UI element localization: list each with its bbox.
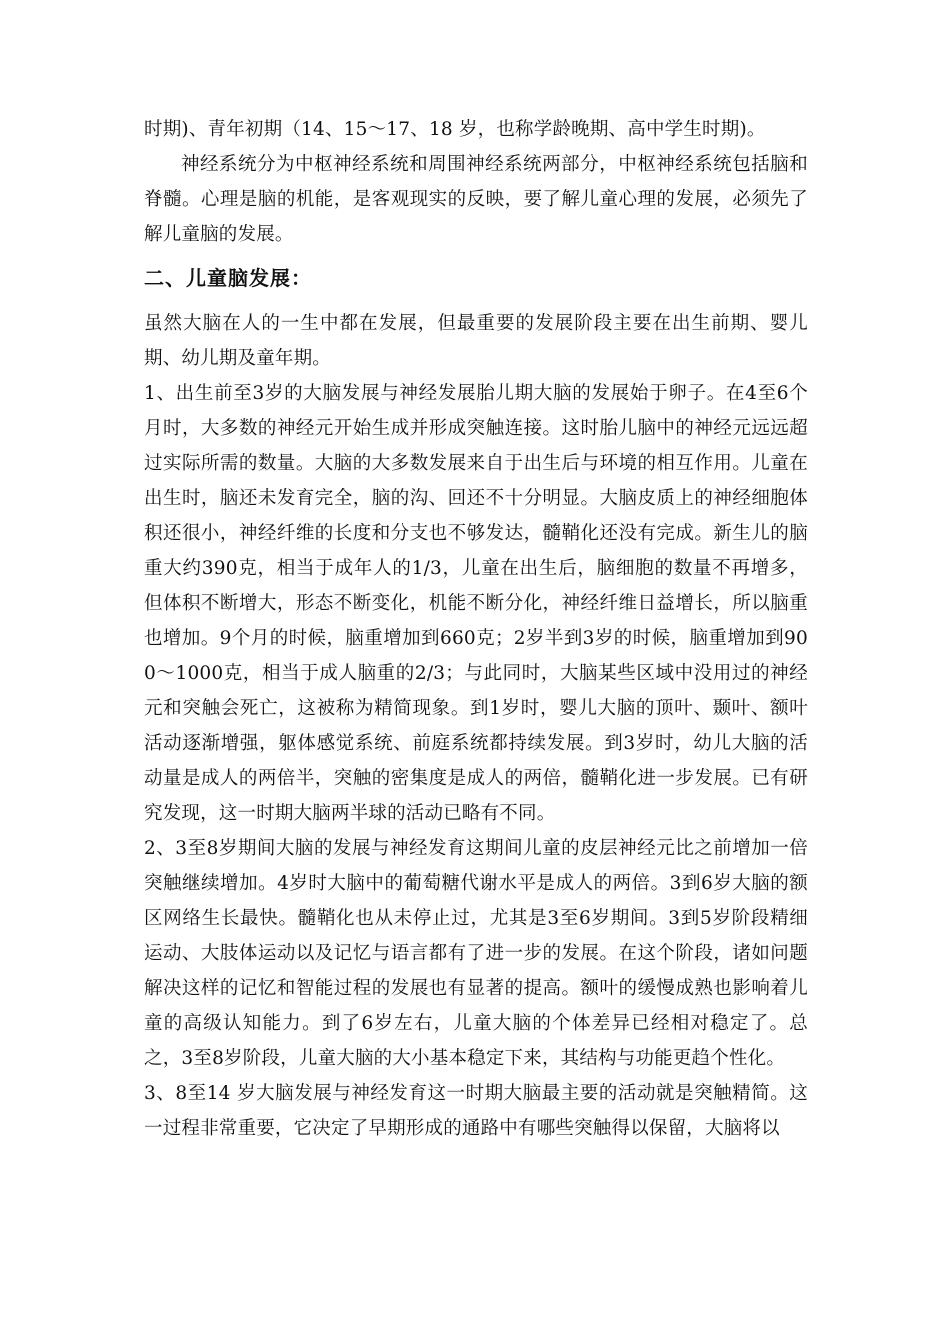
- paragraph-overview: 虽然大脑在人的一生中都在发展，但最重要的发展阶段主要在出生前期、婴儿期、幼儿期及童年期。: [144, 313, 808, 369]
- paragraph-stage-3: 3、8至14 岁大脑发展与神经发育这一时期大脑最主要的活动就是突触精简。这一过程非常重要，它决定了早期形成的通路中有哪些突触得以保留，大脑将以: [144, 1083, 808, 1139]
- paragraph-stage-1: 1、出生前至3岁的大脑发展与神经发展胎儿期大脑的发展始于卵子。在4至6个月时，大多数的神经元开始生成并形成突触连接。这时胎儿脑中的神经元远远超过实际所需的数量。大脑的大多数发展来自于出生后与环境的相互作用。儿童在出生时，脑还未发育完全，脑的沟、回还不十分明显。大脑皮质上的神经细胞体积还很小，神经纤维的长度和分支也不够发达，髓鞘化还没有完成。新生儿的脑重大约390克，相当于成年人的1/3，儿童在出生后，脑细胞的数量不再增多，但体积不断增大，形态不断变化，机能不断分化，神经纤维日益增长，所以脑重也增加。9个月的时候，脑重增加到660克；2岁半到3岁的时候，脑重增加到900～1000克，相当于成人脑重的2/3；与此同时，大脑某些区域中没用过的神经元和突触会死亡，这被称为精简现象。到1岁时，婴儿大脑的顶叶、颞叶、额叶活动逐渐增强，躯体感觉系统、前庭系统都持续发展。到3岁时，幼儿大脑的活动量是成人的两倍半，突触的密集度是成人的两倍，髓鞘化进一步发展。已有研究发现，这一时期大脑两半球的活动已略有不同。: [144, 383, 808, 824]
- paragraph-nervous-system: 神经系统分为中枢神经系统和周围神经系统两部分，中枢神经系统包括脑和脊髓。心理是脑的机能，是客观现实的反映，要了解儿童心理的发展，必须先了解儿童脑的发展。: [144, 154, 808, 245]
- paragraph-stage-2: 2、3至8岁期间大脑的发展与神经发育这期间儿童的皮层神经元比之前增加一倍突触继续增加。4岁时大脑中的葡萄糖代谢水平是成人的两倍。3到6岁大脑的额区网络生长最快。髓鞘化也从未停止过，尤其是3至6岁期间。3到5岁阶段精细运动、大肢体运动以及记忆与语言都有了进一步的发展。在这个阶段，诸如问题解决这样的记忆和智能过程的发展也有显著的提高。额叶的缓慢成熟也影响着儿童的高级认知能力。到了6岁左右，儿童大脑的个体差异已经相对稳定了。总之，3至8岁阶段，儿童大脑的大小基本稳定下来，其结构与功能更趋个性化。: [144, 838, 808, 1069]
- section-heading-brain-development: 二、儿童脑发展：: [144, 266, 312, 290]
- paragraph-intro-end: 时期)、青年初期（14、15～17、18 岁，也称学龄晚期、高中学生时期)。: [144, 119, 766, 140]
- document-page: [144, 112, 808, 1146]
